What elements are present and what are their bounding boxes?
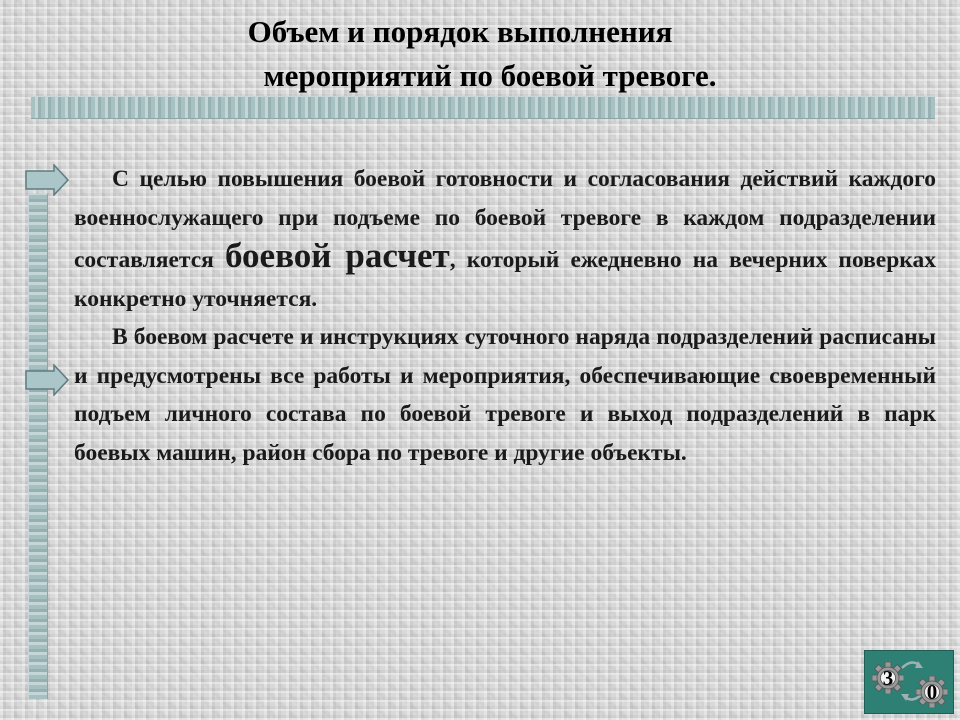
paragraph-2: В боевом расчете и инструкциях суточного наряда подразделений расписаны и предусмотрены все работы и мероприятия, обеспечивающие своевременный подъем личного состава по боевой тревоге и выход подразделений в парк боевых машин, район сбора по тревоге и другие объекты. bbox=[74, 324, 936, 466]
title-line-2: мероприятий по боевой тревоге. bbox=[263, 58, 717, 93]
slide-content bbox=[74, 160, 936, 472]
slide-navigation[interactable] bbox=[864, 650, 954, 714]
arrow-bullet-icon bbox=[24, 364, 70, 396]
paragraph-1-tail: , который ежедневно на вечерних поверках конкретно уточняется. bbox=[74, 247, 936, 312]
next-slide-number[interactable]: 0 bbox=[926, 680, 938, 704]
left-accent-bar bbox=[28, 194, 48, 699]
title-underline-bar bbox=[31, 96, 935, 119]
arrow-bullet-icon bbox=[24, 164, 70, 196]
emphasis-term: боевой расчет bbox=[225, 236, 450, 275]
title-line-1: Объем и порядок выполнения bbox=[247, 14, 673, 49]
prev-slide-number[interactable]: 3 bbox=[882, 666, 894, 690]
paragraph-1-text: С целью повышения боевой готовности и согласования действий каждого военнослужащего при подъеме по боевой тревоге в каждом подразделении составляется bbox=[74, 166, 936, 273]
slide-title bbox=[0, 10, 960, 98]
paragraph-1 bbox=[74, 160, 936, 318]
